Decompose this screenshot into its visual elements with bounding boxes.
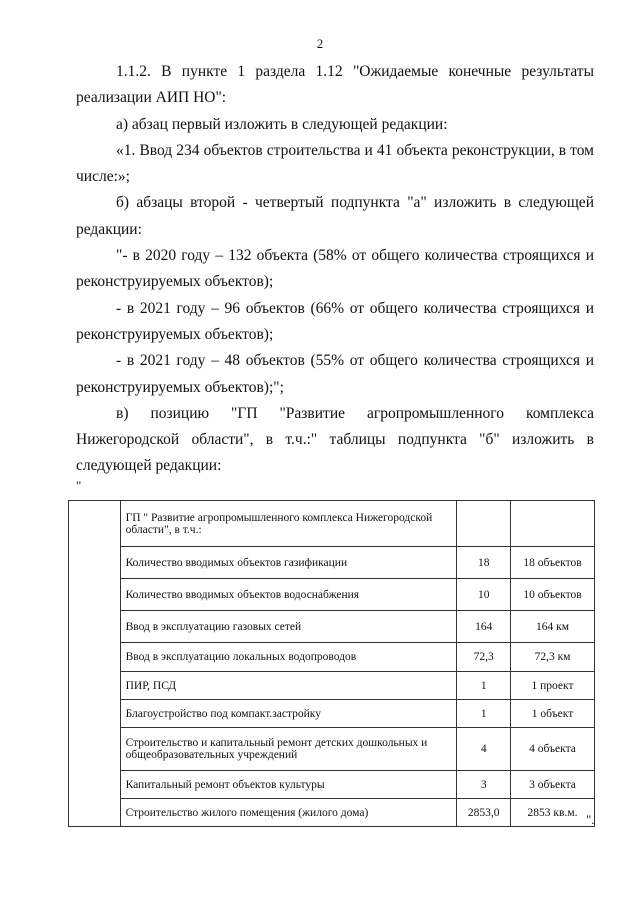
- paragraph-2021-a: - в 2021 году – 96 объектов (66% от общего количества строящихся и реконструируемых объектов);: [76, 299, 594, 343]
- table-cell-value: 2853,0: [457, 799, 511, 827]
- page-number: 2: [316, 36, 324, 51]
- table-cell-unit: 2853 кв.м.: [511, 799, 595, 827]
- document-body: [76, 59, 594, 480]
- table-cell-value: 1: [457, 700, 511, 728]
- table-open-quote: ": [76, 478, 82, 493]
- paragraph-a-quote: «1. Ввод 234 объектов строительства и 41 объекта реконструкции, в том числе:»;: [76, 141, 594, 186]
- table-row: [69, 579, 595, 611]
- table-row: [69, 799, 595, 827]
- table-cell-unit: 4 объекта: [511, 728, 595, 771]
- table-cell-name: Ввод в эксплуатацию газовых сетей: [120, 611, 457, 643]
- table-cell-value: 10: [457, 579, 511, 611]
- table-cell-unit: 1 объект: [511, 700, 595, 728]
- table-cell-value: 72,3: [457, 643, 511, 672]
- table-cell-value: [457, 501, 511, 547]
- table-cell-value: 4: [457, 728, 511, 771]
- paragraph-a: а) абзац первый изложить в следующей редакции:: [116, 115, 448, 133]
- table-row: [69, 672, 595, 700]
- paragraph-v: в) позицию "ГП "Развитие агропромышленного комплекса Нижегородской области", в т.ч.:" таблицы подпункта "б" изложить в следующей редакции:: [76, 404, 594, 475]
- table-row: [69, 728, 595, 771]
- paragraph-2021-b: - в 2021 году – 48 объектов (55% от общего количества строящихся и реконструируемых объектов);";: [76, 352, 594, 396]
- paragraph-2020: "- в 2020 году – 132 объекта (58% от общего количества строящихся и реконструируемых объектов);: [76, 247, 594, 291]
- table-cell-name: Капитальный ремонт объектов культуры: [120, 771, 457, 799]
- table-cell-name: Благоустройство под компакт.застройку: [120, 700, 457, 728]
- table-row: [69, 643, 595, 672]
- table-cell-name: Строительство жилого помещения (жилого дома): [120, 799, 457, 827]
- table-cell-value: 3: [457, 771, 511, 799]
- table-cell-unit: 18 объектов: [511, 547, 595, 579]
- indicator-table: [68, 500, 595, 827]
- paragraph-b: б) абзацы второй - четвертый подпункта "а" изложить в следующей редакции:: [76, 194, 594, 238]
- table-cell-unit: 3 объекта: [511, 771, 595, 799]
- table-cell-value: 1: [457, 672, 511, 700]
- table-cell-name: ГП " Развитие агропромышленного комплекса Нижегородской области", в т.ч.:: [120, 501, 457, 547]
- table-cell-unit: 164 км: [511, 611, 595, 643]
- table-row: [69, 611, 595, 643]
- table-row: [69, 547, 595, 579]
- table-cell-value: 164: [457, 611, 511, 643]
- table-cell-unit: 72,3 км: [511, 643, 595, 672]
- table-row: [69, 501, 595, 547]
- table-cell-unit: [511, 501, 595, 547]
- table-cell-unit: 1 проект: [511, 672, 595, 700]
- table-cell-name: Ввод в эксплуатацию локальных водопроводов: [120, 643, 457, 672]
- table-row: [69, 700, 595, 728]
- table-cell-value: 18: [457, 547, 511, 579]
- table-cell-name: Количество вводимых объектов водоснабжения: [120, 579, 457, 611]
- table-cell-name: ПИР, ПСД: [120, 672, 457, 700]
- table-row: [69, 771, 595, 799]
- table-close-quote: ".: [586, 812, 595, 827]
- table-empty-column: [69, 501, 121, 827]
- paragraph-1-1-2: 1.1.2. В пункте 1 раздела 1.12 "Ожидаемые конечные результаты реализации АИП НО":: [76, 63, 594, 107]
- table-cell-name: Количество вводимых объектов газификации: [120, 547, 457, 579]
- table-cell-unit: 10 объектов: [511, 579, 595, 611]
- table-cell-name: Строительство и капитальный ремонт детских дошкольных и общеобразовательных учреждений: [120, 728, 457, 771]
